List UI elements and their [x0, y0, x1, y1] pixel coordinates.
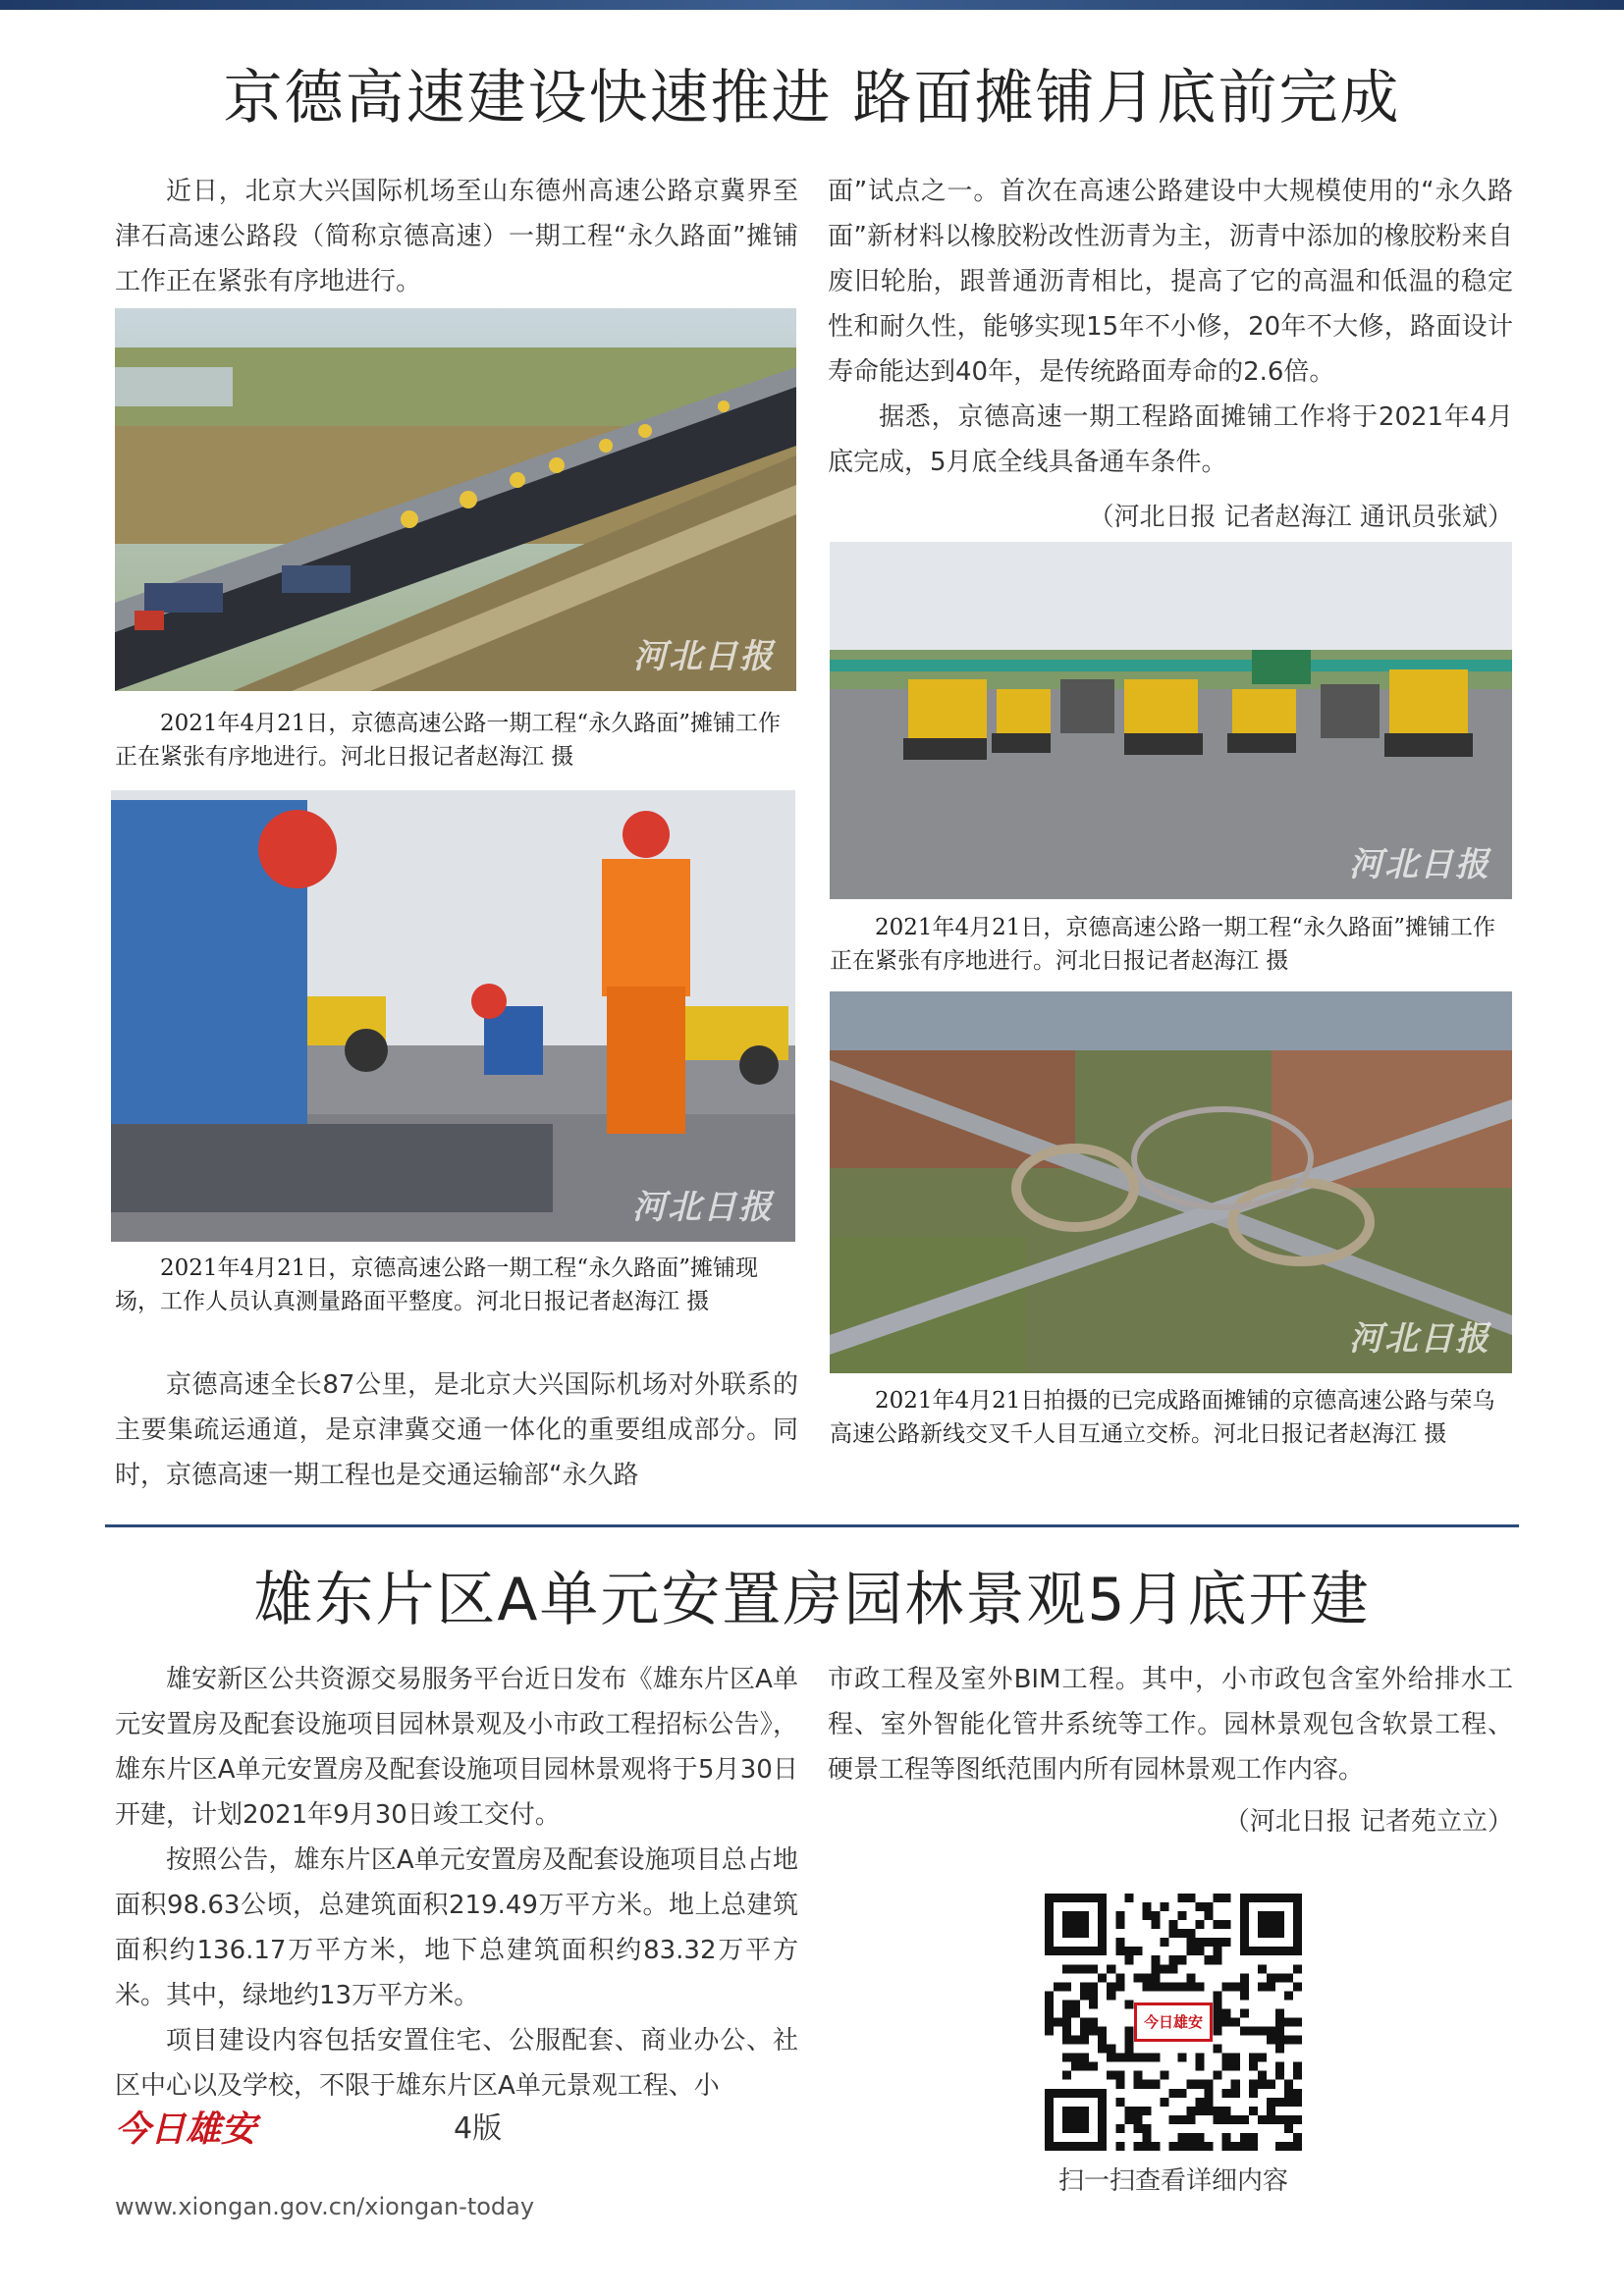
article2-headline: 雄东片区A单元安置房园林景观5月底开建 [253, 1566, 1371, 1634]
top-accent-bar [0, 0, 1624, 10]
photo-caption: 2021年4月21日，京德高速公路一期工程“永久路面”摊铺工作正在紧张有序地进行。河北日报记者赵海江 摄 [115, 711, 781, 770]
article1-right-column [828, 169, 1513, 485]
section-divider [105, 1524, 1519, 1527]
photo-workers-measuring [111, 790, 795, 1242]
article2-right-column [828, 1657, 1513, 1792]
article1-headline: 京德高速建设快速推进 路面摊铺月底前完成 [223, 64, 1401, 133]
paragraph: 京德高速全长87公里，是北京大兴国际机场对外联系的主要集疏运通道，是京津冀交通一体化的重要组成部分。同时，京德高速一期工程也是交通运输部“永久路 [115, 1370, 798, 1490]
article2-byline: （河北日报 记者苑立立） [1223, 1807, 1513, 1837]
photo-road-paving-aerial [115, 308, 796, 691]
photo-paving-machines [830, 542, 1512, 899]
watermark: 河北日报 [632, 1188, 774, 1227]
photo-interchange-aerial [830, 991, 1512, 1373]
paragraph: 雄安新区公共资源交易服务平台近日发布《雄东片区A单元安置房及配套设施项目园林景观及小市政工程招标公告》，雄东片区A单元安置房及配套设施项目园林景观将于5月30日开建，计划2021年9月30日竣工交付。 [115, 1665, 798, 1830]
paragraph: 市政工程及室外BIM工程。其中，小市政包含室外给排水工程、室外智能化管井系统等工作。园林景观包含软景工程、硬景工程等图纸范围内所有园林景观工作内容。 [828, 1665, 1513, 1785]
page-number: 4版 [454, 2111, 503, 2146]
qr-caption: 扫一扫查看详细内容 [1057, 2166, 1288, 2196]
article1-left-column-top [115, 169, 798, 304]
article1-left-column-bottom [115, 1362, 798, 1498]
article1-byline: （河北日报 记者赵海江 通讯员张斌） [1088, 503, 1513, 532]
qr-center-label: 今日雄安 [1134, 2002, 1213, 2042]
footer-logo: 今日雄安 [115, 2109, 257, 2150]
paragraph: 项目建设内容包括安置住宅、公服配套、商业办公、社区中心以及学校，不限于雄东片区A单元景观工程、小 [115, 2026, 798, 2101]
paragraph: 按照公告，雄东片区A单元安置房及配套设施项目总占地面积98.63公顷，总建筑面积219.49万平方米。地上总建筑面积约136.17万平方米，地下总建筑面积约83.32万平方米。其中，绿地约13万平方米。 [115, 1845, 798, 2010]
photo-caption: 2021年4月21日，京德高速公路一期工程“永久路面”摊铺工作正在紧张有序地进行。河北日报记者赵海江 摄 [830, 915, 1495, 974]
paragraph: 面”试点之一。首次在高速公路建设中大规模使用的“永久路面”新材料以橡胶粉改性沥青为主，沥青中添加的橡胶粉来自废旧轮胎，跟普通沥青相比，提高了它的高温和低温的稳定性和耐久性，能够实现15年不小修，20年不大修，路面设计寿命能达到40年，是传统路面寿命的2.6倍。 [828, 177, 1513, 387]
paragraph: 近日，北京大兴国际机场至山东德州高速公路京冀界至津石高速公路段（简称京德高速）一期工程“永久路面”摊铺工作正在紧张有序地进行。 [115, 177, 798, 296]
paragraph: 据悉，京德高速一期工程路面摊铺工作将于2021年4月底完成，5月底全线具备通车条件。 [828, 402, 1513, 477]
photo-caption: 2021年4月21日拍摄的已完成路面摊铺的京德高速公路与荣乌高速公路新线交叉千人目互通立交桥。河北日报记者赵海江 摄 [830, 1388, 1495, 1447]
footer-url[interactable]: www.xiongan.gov.cn/xiongan-today [115, 2193, 535, 2220]
qr-code[interactable] [1045, 1894, 1302, 2151]
watermark: 河北日报 [1349, 845, 1490, 884]
watermark: 河北日报 [1349, 1319, 1490, 1359]
article2-left-column [115, 1657, 798, 2109]
watermark: 河北日报 [633, 637, 775, 676]
photo-caption: 2021年4月21日，京德高速公路一期工程“永久路面”摊铺现场，工作人员认真测量路面平整度。河北日报记者赵海江 摄 [115, 1255, 758, 1314]
